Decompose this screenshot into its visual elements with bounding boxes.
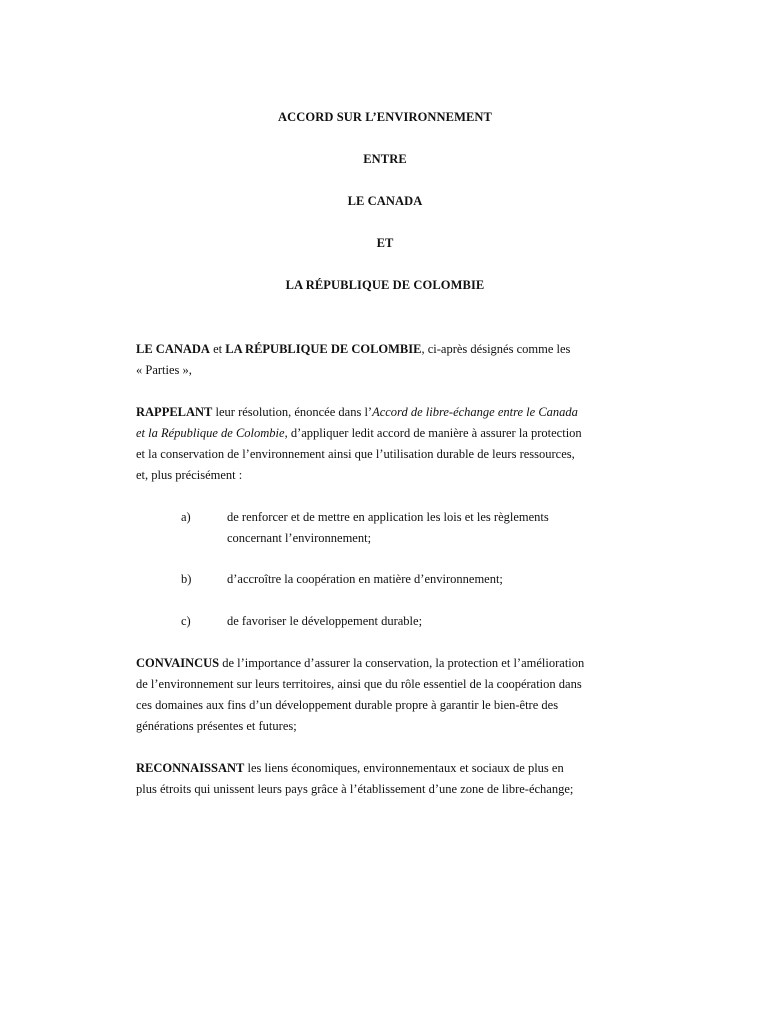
convaincus-line-1 xyxy=(136,653,676,674)
convaincus-line-4: générations présentes et futures; xyxy=(136,719,297,733)
list-item xyxy=(181,507,661,549)
preamble-paragraph xyxy=(136,339,676,381)
item-text-line-2: concernant l’environnement; xyxy=(227,531,372,545)
item-text xyxy=(227,507,667,549)
reconnaissant-line-1 xyxy=(136,758,676,779)
reconnaissant-line-2: plus étroits qui unissent leurs pays grâce à l’établissement d’une zone de libre-échange; xyxy=(136,782,574,796)
title-line-4: ET xyxy=(376,236,394,250)
convaincus-text-1: de l’importance d’assurer la conservation, la protection et l’amélioration xyxy=(219,656,585,670)
title-line-2: ENTRE xyxy=(363,152,407,166)
convaincus-line-3: ces domaines aux fins d’un développement durable propre à garantir le bien-être des xyxy=(136,698,559,712)
rappelant-text-2: , d’appliquer ledit accord de manière à assurer la protection xyxy=(284,426,582,440)
reconnaissant-text-1: les liens économiques, environnementaux et sociaux de plus en xyxy=(244,761,564,775)
item-text-line-1: de renforcer et de mettre en application les lois et les règlements xyxy=(227,510,549,524)
and-text: et xyxy=(209,342,226,356)
title-line-1: ACCORD SUR L’ENVIRONNEMENT xyxy=(278,110,492,124)
reconnaissant-keyword: RECONNAISSANT xyxy=(136,761,245,775)
item-text xyxy=(227,611,667,632)
preamble-line-2: « Parties », xyxy=(136,363,192,377)
rappelant-text-1: leur résolution, énoncée dans l’ xyxy=(212,405,373,419)
preamble-line-1 xyxy=(136,339,676,360)
title-line-5: LA RÉPUBLIQUE DE COLOMBIE xyxy=(285,278,485,292)
list-item xyxy=(181,611,661,632)
rappelant-line-1 xyxy=(136,402,676,423)
item-label: b) xyxy=(181,572,192,586)
item-label: a) xyxy=(181,510,191,524)
rappelant-paragraph xyxy=(136,402,676,486)
convaincus-paragraph xyxy=(136,653,676,737)
convaincus-keyword: CONVAINCUS xyxy=(136,656,220,670)
item-label: c) xyxy=(181,614,191,628)
rappelant-keyword: RAPPELANT xyxy=(136,405,213,419)
preamble-rest: , ci-après désignés comme les xyxy=(421,342,571,356)
list-item xyxy=(181,569,661,590)
rappelant-italic-1: Accord de libre-échange entre le Canada xyxy=(372,405,578,419)
title-line-3: LE CANADA xyxy=(347,194,423,208)
convaincus-line-2: de l’environnement sur leurs territoires, ainsi que du rôle essentiel de la coopération dans xyxy=(136,677,582,691)
item-text-line-1: d’accroître la coopération en matière d’environnement; xyxy=(227,572,503,586)
reconnaissant-paragraph xyxy=(136,758,676,800)
rappelant-italic-2: et la République de Colombie xyxy=(136,426,285,440)
item-text xyxy=(227,569,667,590)
party-2-name: LA RÉPUBLIQUE DE COLOMBIE xyxy=(225,342,422,356)
rappelant-line-3: et la conservation de l’environnement ainsi que l’utilisation durable de leurs ressources, xyxy=(136,447,575,461)
item-text-line-1: de favoriser le développement durable; xyxy=(227,614,423,628)
rappelant-line-4: et, plus précisément : xyxy=(136,468,243,482)
rappelant-line-2 xyxy=(136,423,676,444)
party-1-name: LE CANADA xyxy=(136,342,210,356)
